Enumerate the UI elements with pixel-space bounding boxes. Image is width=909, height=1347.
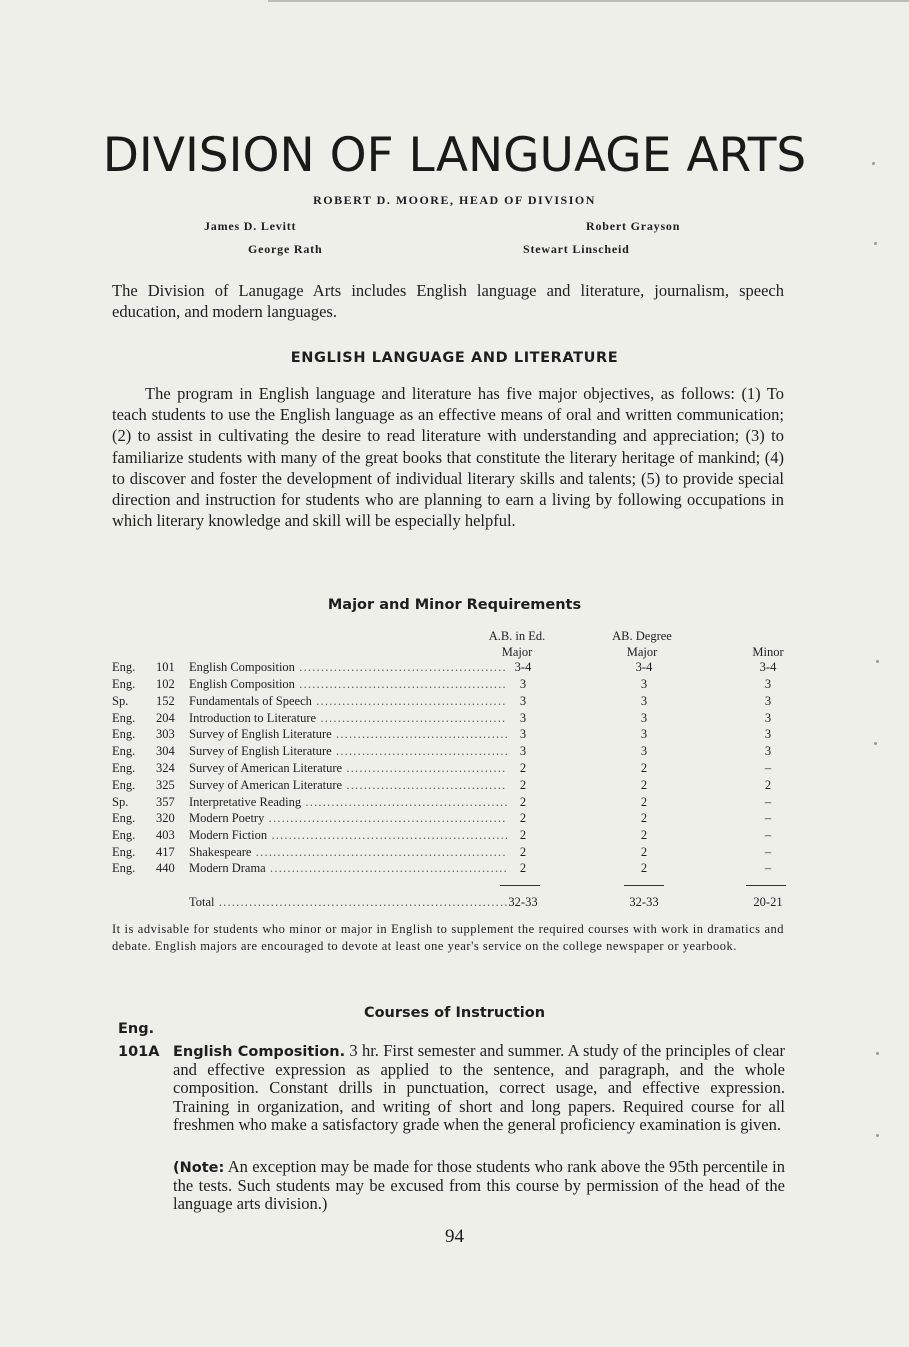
dept-cell: Eng. [112,711,136,725]
dept-cell: Eng. [112,727,136,741]
faculty-name: George Rath [248,242,323,256]
table-row [112,828,792,845]
title-cell: Modern Poetry ..... [189,811,507,826]
minor-cell: – [764,845,772,859]
ab-cell: 2 [640,778,648,792]
ab-ed-cell: 2 [519,828,527,842]
dept-cell: Eng. [112,811,136,825]
ab-ed-cell: 3 [519,727,527,741]
minor-cell: 3 [764,744,772,758]
minor-cell: – [764,828,772,842]
ab-cell: 3 [640,694,648,708]
ab-cell: 2 [640,828,648,842]
minor-cell: – [764,795,772,809]
ab-ed-cell: 2 [519,778,527,792]
dept-cell: Sp. [112,694,129,708]
course-name: English Composition. [173,1044,346,1060]
table-row [112,660,792,677]
courses-title: Courses of Instruction [363,1005,546,1021]
title-cell: English Composition ..... [189,660,507,675]
col-header-line: A.B. in Ed. [488,629,546,643]
title-cell: Modern Fiction ..... [189,828,507,843]
table-row [112,761,792,778]
table-row [112,795,792,812]
total-label: Total ..... [189,895,507,910]
scan-speck [874,242,877,245]
dept-cell: Eng. [112,761,136,775]
minor-cell: – [764,811,772,825]
number-cell: 357 [156,795,175,809]
faculty-name: James D. Levitt [204,219,297,233]
requirements-note: It is advisable for students who minor or major in English to supplement the required courses with work in dramatics and debate. English majors are encouraged to devote at least one year's service on the college newspaper or yearbook. [112,922,784,953]
dept-cell: Eng. [112,861,136,875]
title-cell: Survey of American Literature ..... [189,778,507,793]
title-cell: Survey of American Literature ..... [189,761,507,776]
minor-cell: 2 [764,778,772,792]
sum-rule [746,885,786,886]
title-cell: Shakespeare ..... [189,845,507,860]
title-cell: Introduction to Literature ..... [189,711,507,726]
col-header-line: Major [501,645,533,659]
dept-cell: Eng. [112,677,136,691]
col-header-line: AB. Degree [612,629,672,643]
sum-rule [624,885,664,886]
table-row [112,744,792,761]
top-rule [268,0,909,2]
ab-ed-cell: 3 [519,744,527,758]
scan-speck [876,1052,879,1055]
minor-cell: – [764,761,772,775]
minor-cell: 3 [764,711,772,725]
ab-ed-cell: 2 [519,861,527,875]
number-cell: 101 [156,660,175,674]
sum-rule [500,885,540,886]
col-header-line: Major [626,645,658,659]
minor-cell: 3 [764,727,772,741]
dept-cell: Eng. [112,845,136,859]
number-cell: 304 [156,744,175,758]
minor-cell: 3-4 [759,660,777,674]
total-row [112,895,792,912]
ab-cell: 2 [640,861,648,875]
ab-ed-cell: 2 [519,845,527,859]
dept-cell: Eng. [112,744,136,758]
note-label: (Note: [173,1160,225,1176]
scan-speck [872,162,875,165]
dept-cell: Sp. [112,795,129,809]
objectives-paragraph: The program in English language and literature has five major objectives, as follows: (1) To teach students to use the English language as an effective means of oral and written communication; (2) to assist in cultivating the desire to read literature with understanding and appreciation; (3) to familiarize students with many of the great books that constitute the literary heritage of mankind; (4) to discover and foster the development of individual literary skills and talents; (5) to provide special direction and instruction for students who are planning to earn a living by following occupations in which literary knowledge and skill will be especially helpful. [112,384,784,531]
minor-cell: 3 [764,694,772,708]
requirements-title: Major and Minor Requirements [327,597,582,613]
ab-ed-cell: 2 [519,811,527,825]
page-number: 94 [445,1226,464,1247]
faculty-name: Stewart Linscheid [523,242,630,256]
ab-cell: 3 [640,744,648,758]
ab-ed-cell: 3-4 [514,660,532,674]
scan-speck [874,742,877,745]
number-cell: 440 [156,861,175,875]
ab-ed-cell: 2 [519,795,527,809]
table-row [112,811,792,828]
ab-cell: 2 [640,811,648,825]
faculty-name: Robert Grayson [586,219,681,233]
number-cell: 324 [156,761,175,775]
ab-ed-cell: 3 [519,677,527,691]
table-row [112,711,792,728]
department-label: Eng. [118,1021,155,1037]
number-cell: 204 [156,711,175,725]
ab-ed-cell: 3 [519,711,527,725]
ab-ed-total: 32-33 [508,895,538,909]
page-title: DIVISION OF LANGUAGE ARTS [102,128,807,183]
number-cell: 417 [156,845,175,859]
col-header-ab-ed [462,628,572,660]
title-cell: Modern Drama ..... [189,861,507,876]
ab-cell: 3 [640,677,648,691]
number-cell: 152 [156,694,175,708]
number-cell: 325 [156,778,175,792]
col-header-minor: Minor [752,645,784,659]
ab-cell: 2 [640,761,648,775]
ab-ed-cell: 2 [519,761,527,775]
ab-total: 32-33 [629,895,659,909]
scan-speck [876,660,879,663]
title-cell: Fundamentals of Speech ..... [189,694,507,709]
ab-cell: 2 [640,795,648,809]
title-cell: Interpretative Reading ..... [189,795,507,810]
course-description-text: 3 hr. First semester and summer. A study of the principles of clear and effective expression as applied to the sentence, and paragraph, and the whole composition. Constant drills in punctuation, correct usage, and effective expression. Training in organization, and writing of short and long papers. Required course for all freshmen who make a satisfactory grade when the general proficiency examination is given. [173,1041,785,1134]
course-description [173,1042,785,1134]
ab-cell: 2 [640,845,648,859]
ab-cell: 3 [640,711,648,725]
minor-cell: – [764,861,772,875]
section-heading: ENGLISH LANGUAGE AND LITERATURE [290,350,619,366]
minor-cell: 3 [764,677,772,691]
number-cell: 320 [156,811,175,825]
table-row [112,845,792,862]
table-row [112,694,792,711]
dept-cell: Eng. [112,660,136,674]
scan-speck [876,1134,879,1137]
minor-total: 20-21 [753,895,783,909]
table-row [112,727,792,744]
title-cell: Survey of English Literature ..... [189,727,507,742]
title-cell: Survey of English Literature ..... [189,744,507,759]
number-cell: 303 [156,727,175,741]
col-header-ab [592,628,692,660]
table-row [112,677,792,694]
dept-cell: Eng. [112,778,136,792]
ab-cell: 3 [640,727,648,741]
table-row [112,861,792,878]
number-cell: 403 [156,828,175,842]
ab-ed-cell: 3 [519,694,527,708]
title-cell: English Composition ..... [189,677,507,692]
course-code: 101A [118,1044,160,1060]
head-of-division: ROBERT D. MOORE, HEAD OF DIVISION [313,193,596,207]
dept-cell: Eng. [112,828,136,842]
course-note [173,1158,785,1214]
division-intro: The Division of Lanugage Arts includes English language and literature, journalism, speech education, and modern languages. [112,281,784,321]
number-cell: 102 [156,677,175,691]
note-text: An exception may be made for those students who rank above the 95th percentile in the tests. Such students may be excused from this course by permission of the head of the language arts division.) [173,1157,785,1214]
table-row [112,778,792,795]
ab-cell: 3-4 [635,660,653,674]
